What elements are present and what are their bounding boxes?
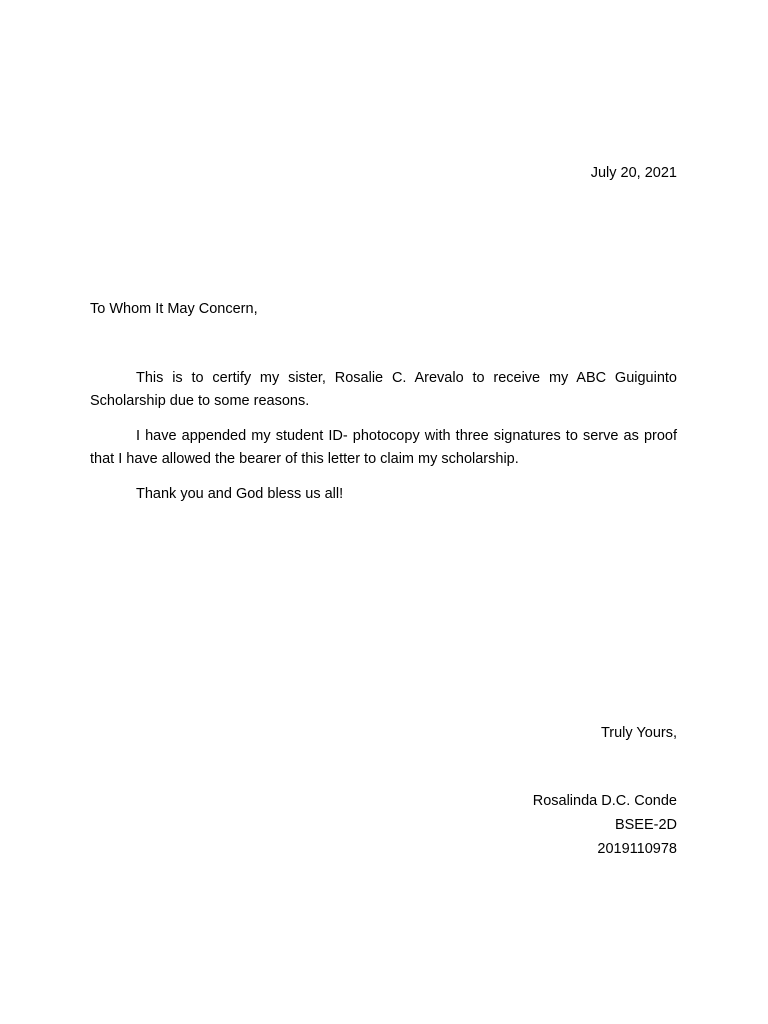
signer-student-id: 2019110978 (597, 841, 677, 857)
body-paragraph-2: I have appended my student ID- photocopy with three signatures to serve as proof that I have allowed the bearer of this letter to claim my scholarship. (90, 428, 677, 467)
signer-course: BSEE-2D (614, 817, 677, 833)
body-paragraph-1: This is to certify my sister, Rosalie C. Arevalo to receive my ABC Guiguinto Scholarship due to some reasons. (90, 370, 677, 409)
letter-date: July 20, 2021 (590, 165, 677, 181)
body-paragraph-3: Thank you and God bless us all! (136, 486, 344, 502)
closing: Truly Yours, (600, 725, 677, 741)
signer-name: Rosalinda D.C. Conde (532, 793, 677, 809)
salutation: To Whom It May Concern, (90, 301, 258, 317)
